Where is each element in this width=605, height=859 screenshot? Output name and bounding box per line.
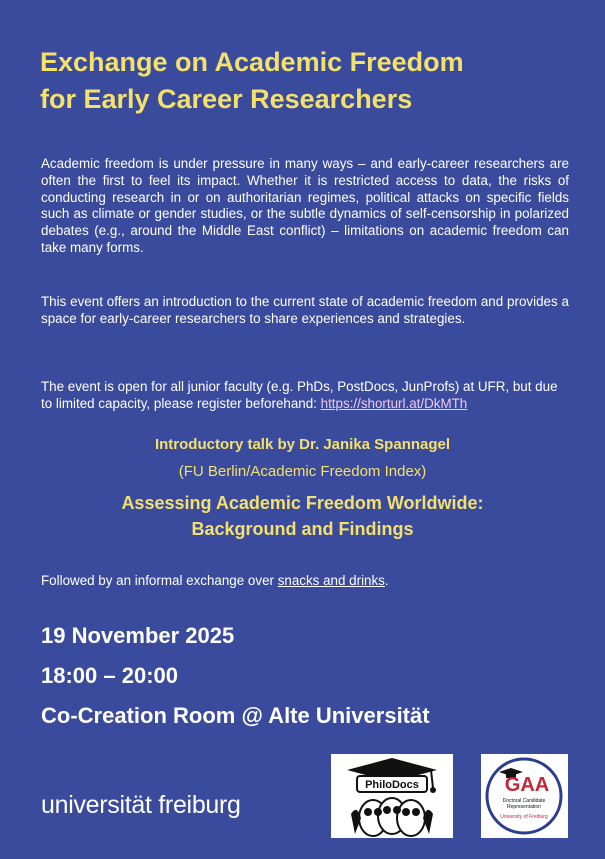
- event-details: [41, 616, 430, 736]
- followed-text: Followed by an informal exchange over: [41, 573, 278, 588]
- registration-paragraph: [41, 379, 569, 413]
- gaa-subtitle-3: University of Freiburg: [500, 814, 548, 820]
- page-title: [40, 44, 580, 118]
- followed-end: .: [384, 573, 389, 588]
- gaa-logo: [481, 754, 568, 838]
- philodocs-logo: [331, 754, 453, 838]
- talk-title-line-2: Background and Findings: [191, 519, 414, 539]
- talk-title: [0, 490, 605, 542]
- university-logo: universität freiburg: [41, 791, 241, 819]
- intro-paragraph: Academic freedom is under pressure in many ways – and early-career researchers are often the first to feel its impact. Whether it is restricted access to data, the risks of conducting research in or on authoritarian regimes, political attacks on specific fields such as climate or gender studies, or the subtle dynamics of self-censorship in polarized debates (e.g., around the Middle East conflict) – limitations on academic freedom can take many forms.: [41, 156, 569, 255]
- gaa-subtitle-1: Doctoral Candidate: [502, 798, 546, 804]
- event-date: 19 November 2025: [41, 623, 235, 648]
- event-time: 18:00 – 20:00: [41, 663, 178, 688]
- talk-title-line-1: Assessing Academic Freedom Worldwide:: [121, 493, 484, 513]
- talk-affiliation: (FU Berlin/Academic Freedom Index): [178, 463, 427, 480]
- snacks-text: snacks and drinks: [277, 573, 385, 588]
- registration-link[interactable]: https://shorturl.at/DkMTh: [320, 395, 468, 411]
- gaa-subtitle-2: Representation: [507, 804, 541, 810]
- title-line-2: for Early Career Researchers: [40, 84, 413, 114]
- philodocs-text: PhiloDocs: [365, 779, 419, 791]
- talk-intro: Introductory talk by Dr. Janika Spannagel: [154, 436, 451, 453]
- title-line-1: Exchange on Academic Freedom: [40, 47, 464, 77]
- registration-text: The event is open for all junior faculty (e.g. PhDs, PostDocs, JunProfs) at UFR, but due to limited capacity, please register beforehand:: [41, 379, 558, 411]
- gaa-text: GAA: [504, 774, 550, 796]
- event-paragraph: This event offers an introduction to the current state of academic freedom and provides a space for early-career researchers to share experiences and strategies.: [41, 294, 569, 326]
- followed-by: [41, 573, 389, 588]
- event-location: Co-Creation Room @ Alte Universität: [41, 703, 430, 728]
